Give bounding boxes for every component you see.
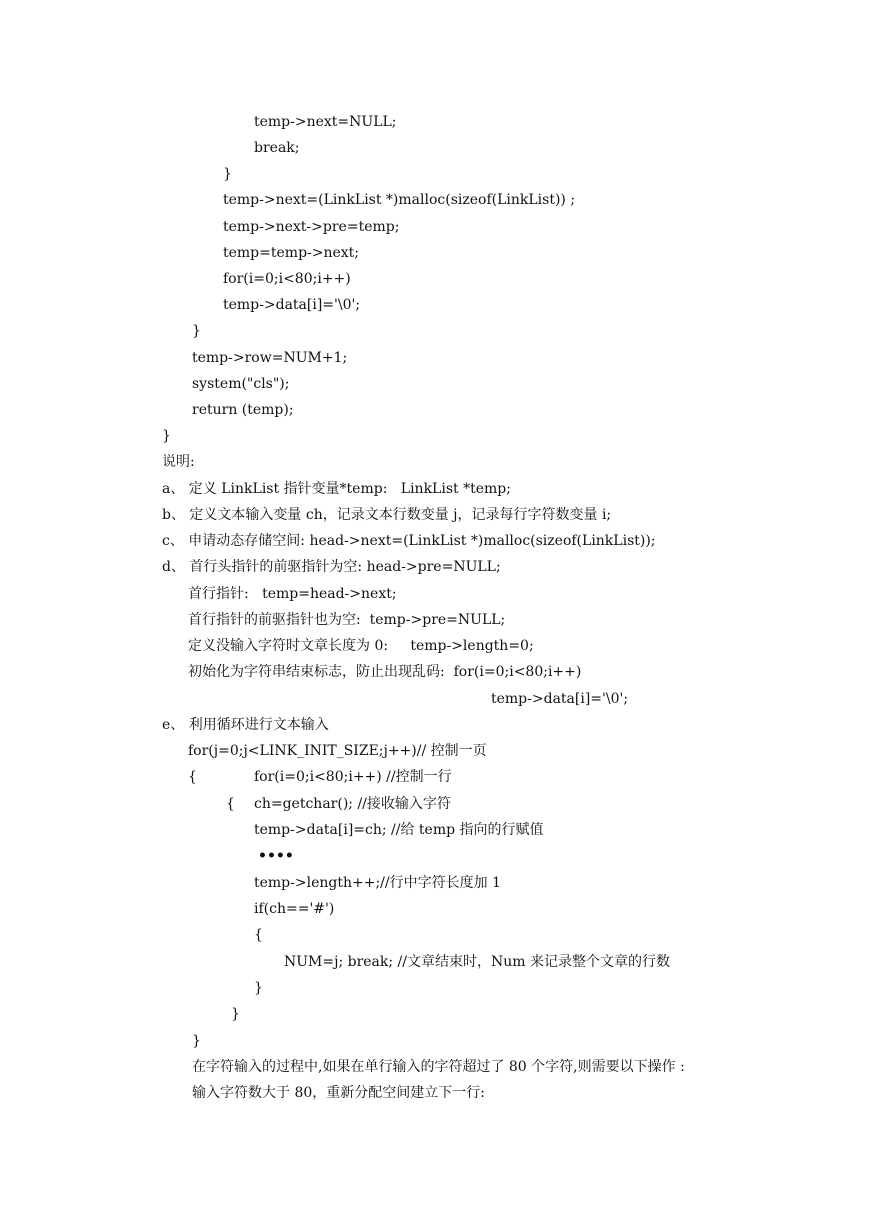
- code-line: temp->next=(LinkList *)malloc(sizeof(LinkList)) ;: [223, 192, 576, 208]
- step-d-line: 首行指针的前驱指针也为空: temp->pre=NULL;: [188, 612, 506, 628]
- step-d-line: temp->data[i]='\0';: [491, 691, 629, 707]
- step-e-code: }: [192, 1033, 201, 1049]
- step-e-code: temp->length++;//行中字符长度加 1: [254, 875, 501, 891]
- step-e-code: }: [231, 1006, 240, 1022]
- code-line: temp->next=NULL;: [254, 114, 397, 130]
- code-line: for(i=0;i<80;i++): [223, 271, 351, 287]
- step-e-code: for(i=0;i<80;i++) //控制一行: [254, 769, 452, 785]
- step-d-line: 定义没输入字符时文章长度为 0: temp->length=0;: [188, 638, 534, 654]
- step-a: a、 定义 LinkList 指针变量*temp: LinkList *temp;: [162, 481, 511, 497]
- code-line: }: [192, 323, 201, 339]
- step-e-code: }: [254, 980, 263, 996]
- code-line: break;: [254, 140, 300, 156]
- step-e-code: temp->data[i]=ch; //给 temp 指向的行赋值: [254, 822, 544, 838]
- code-line: temp->data[i]='\0';: [223, 297, 361, 313]
- step-e: e、 利用循环进行文本输入: [162, 717, 329, 733]
- step-d: d、 首行头指针的前驱指针为空: head->pre=NULL;: [162, 559, 501, 575]
- step-b: b、 定义文本输入变量 ch，记录文本行数变量 j，记录每行字符数变量 i;: [162, 507, 612, 523]
- code-line: }: [223, 166, 232, 182]
- code-line: temp->next->pre=temp;: [223, 219, 400, 235]
- step-e-code: {: [254, 927, 263, 943]
- step-d-line: 首行指针: temp=head->next;: [188, 586, 397, 602]
- step-e-code: ch=getchar(); //接收输入字符: [254, 796, 451, 812]
- code-line: temp->row=NUM+1;: [192, 350, 348, 366]
- closing-paragraph: 输入字符数大于 80，重新分配空间建立下一行:: [192, 1085, 485, 1101]
- code-line: return (temp);: [192, 402, 294, 418]
- code-line: system("cls");: [192, 376, 290, 392]
- step-e-code: if(ch=='#'): [254, 901, 335, 917]
- step-e-code: {: [188, 769, 197, 785]
- explanation-heading: 说明:: [162, 454, 195, 470]
- code-line: temp=temp->next;: [223, 245, 360, 261]
- step-e-code: NUM=j; break; //文章结束时，Num 来记录整个文章的行数: [284, 954, 670, 970]
- step-e-code: ••••: [258, 848, 294, 864]
- step-c: c、 申请动态存储空间: head->next=(LinkList *)malloc(sizeof(LinkList));: [162, 533, 656, 549]
- step-e-code: for(j=0;j<LINK_INIT_SIZE;j++)// 控制一页: [188, 743, 487, 759]
- closing-paragraph: 在字符输入的过程中,如果在单行输入的字符超过了 80 个字符,则需要以下操作 :: [192, 1059, 685, 1075]
- step-e-code: {: [226, 796, 235, 812]
- code-line: }: [162, 428, 171, 444]
- step-d-line: 初始化为字符串结束标志，防止出现乱码: for(i=0;i<80;i++): [188, 664, 582, 680]
